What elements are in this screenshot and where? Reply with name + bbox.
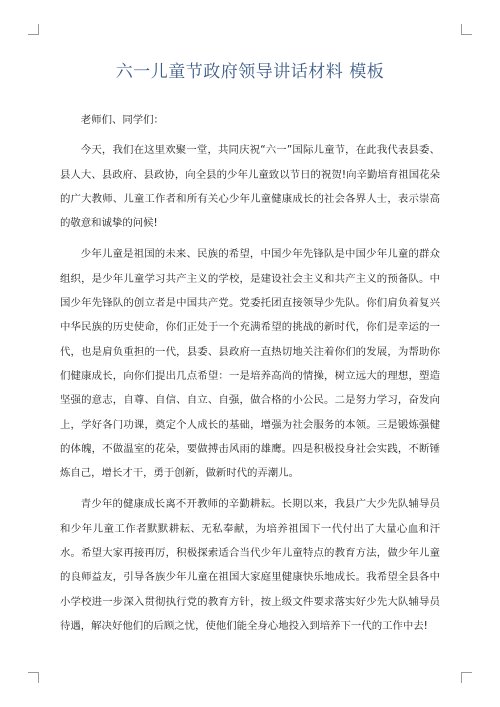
crop-mark-top-right (461, 24, 472, 35)
document-title: 六一儿童节政府领导讲话材料 模板 (115, 62, 385, 82)
salutation: 老师们、同学们： (80, 114, 164, 126)
crop-mark-top-left (28, 24, 39, 35)
paragraph-1: 今天，我们在这里欢聚一堂，共同庆祝“六一”国际儿童节，在此我代表县委、县人大、县政府、县政协，向全县的少年儿童致以节日的祝贺!向辛勤培育祖国花朵的广大教师、儿童工作者和所有关心少年儿童健康成长的社会各界人士，表示崇高的敬意和诚挚的问候! (60, 144, 440, 230)
crop-mark-bottom-right (461, 672, 472, 683)
paragraph-3: 青少年的健康成长离不开教师的辛勤耕耘。长期以来，我县广大少先队辅导员和少年儿童工作者默默耕耘、无私奉献，为培养祖国下一代付出了大量心血和汗水。希望大家再接再厉，积极探索适合当代少年儿童特点的教育方法，做少年儿童的良师益友，引导各族少年儿童在祖国大家庭里健康快乐地成长。我希望全县各中小学校进一步深入贯彻执行党的教育方针，按上级文件要求落实好少先大队辅导员待遇，解决好他们的后顾之忧，使他们能全身心地投入到培养下一代的工作中去! (60, 498, 440, 632)
paragraph-2: 少年儿童是祖国的未来、民族的希望，中国少年先锋队是中国少年儿童的群众组织，是少年儿童学习共产主义的学校，是建设社会主义和共产主义的预备队。中国少年先锋队的创立者是中国共产党。党委托团直接领导少先队。你们肩负着复兴中华民族的历史使命，你们正处于一个充满希望的挑战的新时代，你们是幸运的一代，也是肩负重担的一代，县委、县政府一直热切地关注着你们的发展，为帮助你们健康成长，向你们提出几点希望：一是培养高尚的情操，树立远大的理想，塑造坚强的意志，自尊、自信、自立、自强，做合格的小公民。二是努力学习，奋发向上，学好各门功课，奠定个人成长的基础，增强为社会服务的本领。三是锻炼强健的体魄，不做温室的花朵，要做搏击风雨的雄鹰。四是积极投身社会实践，不断锤炼自己，增长才干，勇于创新，做新时代的弄潮儿。 (60, 248, 440, 480)
document-body (60, 108, 440, 645)
crop-mark-bottom-left (28, 672, 39, 683)
